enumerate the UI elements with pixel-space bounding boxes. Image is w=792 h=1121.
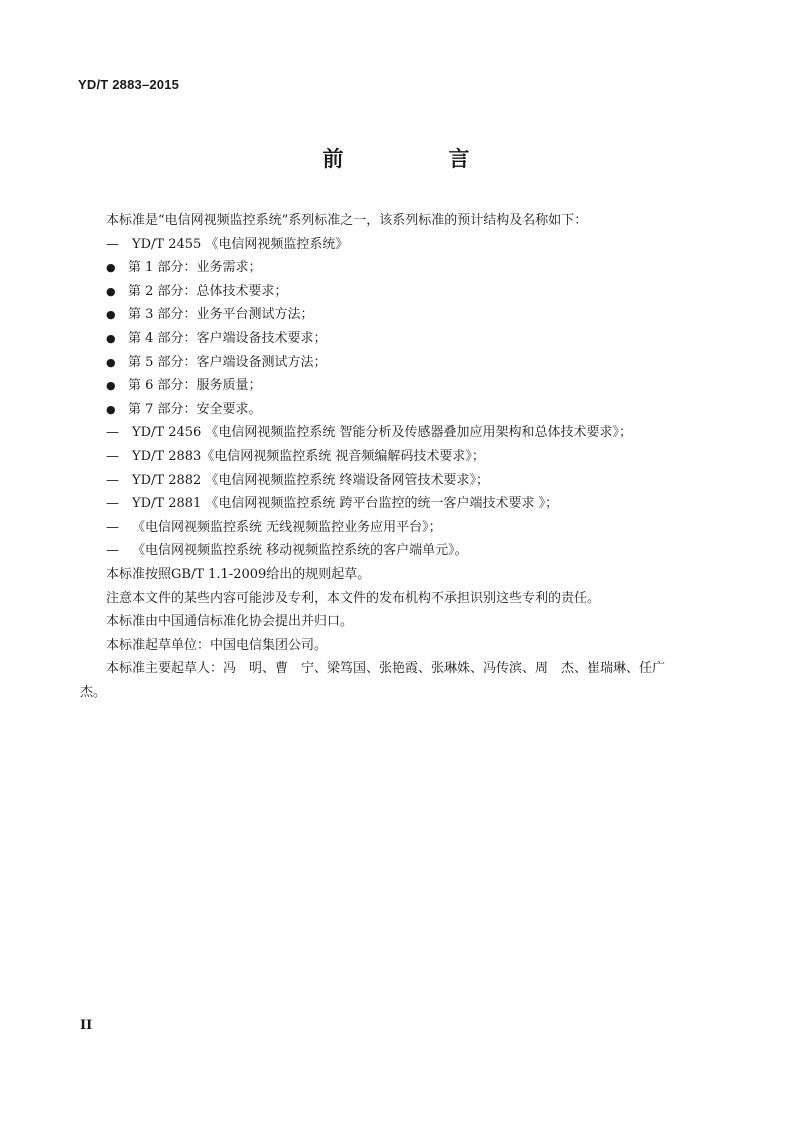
part-item (80, 374, 710, 398)
page-title: 前 言 (322, 147, 512, 171)
bullet-icon: ● (106, 402, 116, 416)
series-item-text: YD/T 2455 《电信网视频监控系统》 (132, 236, 349, 252)
dash-marker: — (106, 543, 119, 559)
bullet-icon: ● (106, 261, 116, 275)
series-item (80, 445, 710, 469)
bullet-icon: ● (106, 355, 116, 369)
part-item-text: 第 6 部分：服务质量； (128, 378, 262, 394)
proposer-paragraph: 本标准由中国通信标准化协会提出并归口。 (106, 614, 354, 630)
part-item-text: 第 1 部分：业务需求； (128, 260, 262, 276)
part-item (80, 303, 710, 327)
series-item (80, 469, 710, 493)
part-item-text: 第 2 部分：总体技术要求； (128, 283, 288, 299)
series-item (80, 539, 710, 563)
bullet-icon: ● (106, 284, 116, 298)
series-item-text: 《电信网视频监控系统 无线视频监控业务应用平台》； (132, 519, 442, 535)
series-item-text: YD/T 2882 《电信网视频监控系统 终端设备网管技术要求》； (132, 472, 490, 488)
dash-marker: — (106, 236, 119, 252)
part-item (80, 256, 710, 280)
part-item (80, 327, 710, 351)
series-item (80, 492, 710, 516)
series-item-text: YD/T 2881 《电信网视频监控系统 跨平台监控的统一客户端技术要求 》； (132, 496, 559, 512)
drafters-paragraph: 本标准主要起草人：冯 明、曹 宁、梁笃国、张艳霞、张琳姝、冯传滨、周 杰、崔瑞琳、任广 (106, 661, 666, 677)
drafters-paragraph-continuation: 杰。 (80, 684, 107, 700)
dash-marker: — (106, 496, 119, 512)
bullet-icon: ● (106, 308, 116, 322)
part-item-text: 第 3 部分：业务平台测试方法； (128, 307, 314, 323)
document-body (80, 209, 710, 704)
dash-marker: — (106, 519, 119, 535)
part-item-text: 第 7 部分：安全要求。 (128, 401, 262, 417)
series-item-text: YD/T 2456 《电信网视频监控系统 智能分析及传感器叠加应用架构和总体技术要求》； (132, 425, 633, 441)
document-code: YD/T 2883–2015 (78, 77, 180, 92)
series-item-text: 《电信网视频监控系统 移动视频监控系统的客户端单元》。 (132, 543, 468, 559)
drafting-rule-paragraph: 本标准按照GB/T 1.1-2009给出的规则起草。 (106, 566, 371, 582)
part-item (80, 398, 710, 422)
bullet-icon: ● (106, 379, 116, 393)
bullet-icon: ● (106, 331, 116, 345)
series-item (80, 233, 710, 257)
page-number: II (80, 1018, 93, 1033)
dash-marker: — (106, 472, 119, 488)
series-item (80, 421, 710, 445)
part-item-text: 第 4 部分：客户端设备技术要求； (128, 330, 327, 346)
series-item-text: YD/T 2883《电信网视频监控系统 视音频编解码技术要求》； (132, 448, 485, 464)
drafting-unit-paragraph: 本标准起草单位：中国电信集团公司。 (106, 637, 328, 653)
dash-marker: — (106, 448, 119, 464)
intro-paragraph: 本标准是“电信网视频监控系统”系列标准之一，该系列标准的预计结构及名称如下： (106, 213, 588, 228)
series-item (80, 516, 710, 540)
part-item-text: 第 5 部分：客户端设备测试方法； (128, 354, 327, 370)
patent-notice-paragraph: 注意本文件的某些内容可能涉及专利，本文件的发布机构不承担识别这些专利的责任。 (106, 590, 601, 606)
part-item (80, 351, 710, 375)
dash-marker: — (106, 425, 119, 441)
part-item (80, 280, 710, 304)
